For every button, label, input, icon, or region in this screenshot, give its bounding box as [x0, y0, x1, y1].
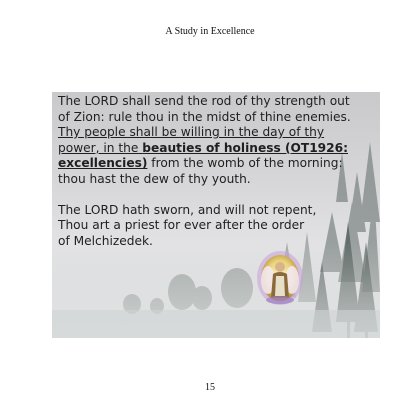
psalm-verse-text	[58, 94, 376, 249]
verse-line-underlined	[58, 141, 376, 157]
verse-text: from the womb of the morning:	[147, 156, 343, 171]
page-header-title: A Study in Excellence	[165, 26, 255, 37]
page-number: 15	[205, 382, 215, 393]
priest-medallion-image	[256, 250, 304, 306]
verse-emphasis: beauties of holiness (OT1926:	[142, 140, 348, 155]
verse-line-underlined: Thy people shall be willing in the day of thy	[58, 125, 325, 140]
verse-emphasis: excellencies)	[58, 156, 148, 171]
verse-line: of Melchizedek.	[58, 233, 153, 248]
verse-line: thou hast the dew of thy youth.	[58, 171, 251, 186]
verse-slide	[52, 92, 380, 338]
verse-line: The LORD hath sworn, and will not repent,	[58, 202, 317, 217]
verse-line: The LORD shall send the rod of thy strength out	[58, 94, 350, 108]
verse-text: power, in the	[58, 140, 143, 155]
verse-line: of Zion: rule thou in the midst of thine enemies.	[58, 109, 351, 124]
verse-line: Thou art a priest for ever after the order	[58, 218, 305, 233]
verse-line	[58, 156, 376, 172]
